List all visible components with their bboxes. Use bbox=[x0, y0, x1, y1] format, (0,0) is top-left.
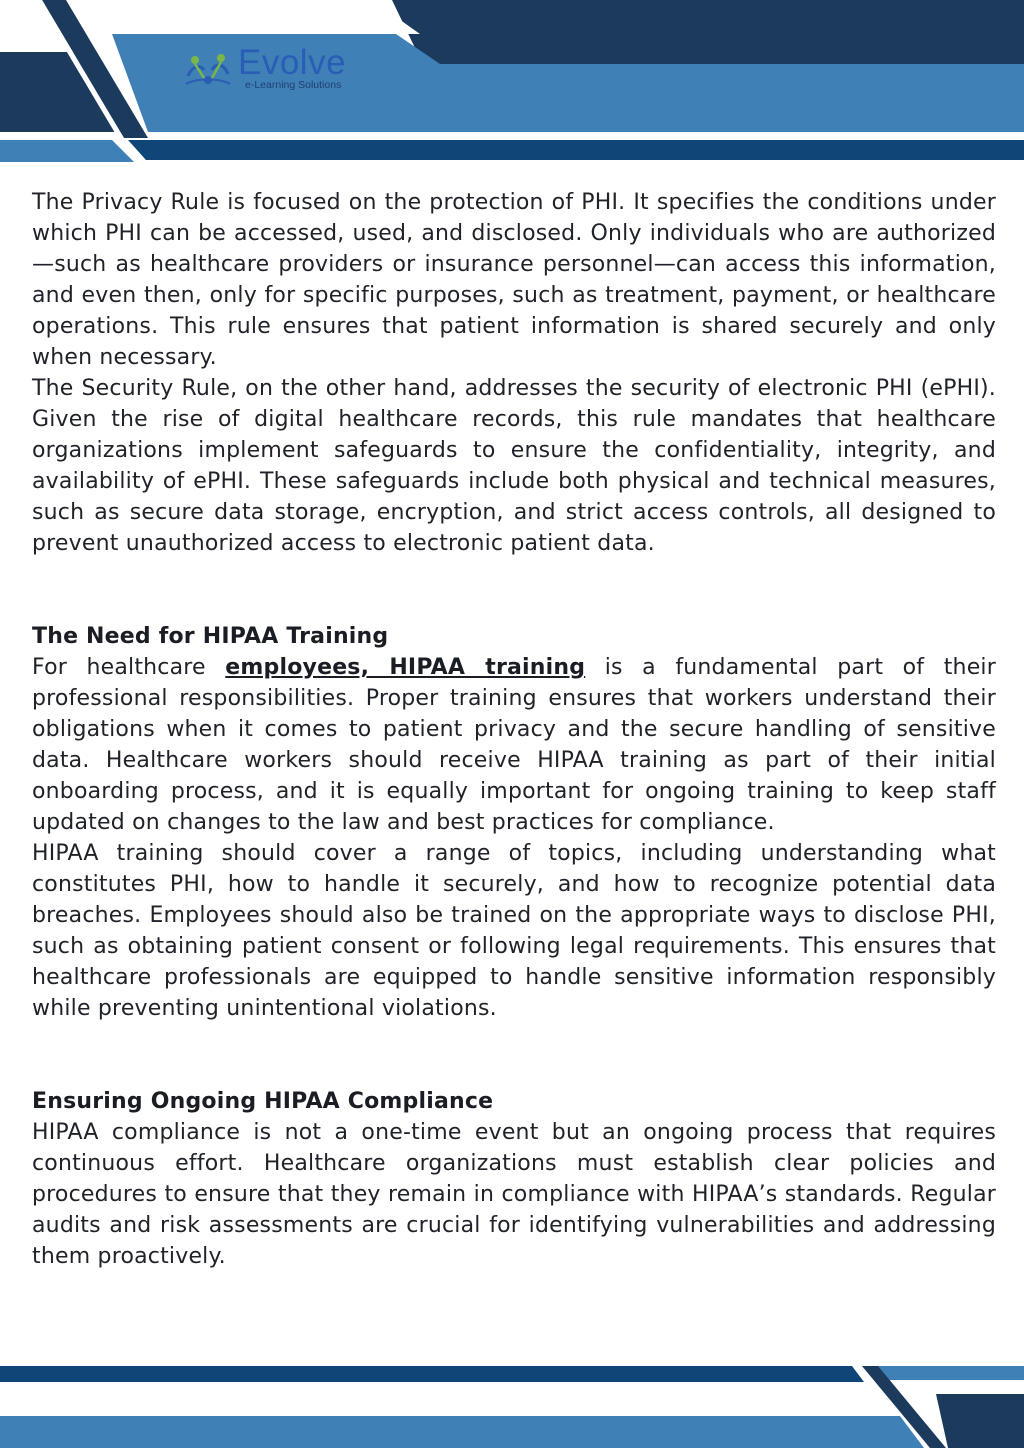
brand-logo[interactable] bbox=[182, 43, 382, 96]
training-paragraph bbox=[32, 652, 996, 838]
section-heading-compliance: Ensuring Ongoing HIPAA Compliance bbox=[32, 1089, 494, 1114]
header-banner bbox=[0, 0, 1024, 162]
header-decoration bbox=[0, 0, 1024, 162]
brand-tagline: e-Learning Solutions bbox=[245, 79, 342, 91]
hipaa-training-link[interactable]: employees, HIPAA training bbox=[225, 655, 586, 680]
security-rule-paragraph: The Security Rule, on the other hand, addresses the security of electronic PHI (ePHI). Given the rise of digital healthcare records, this rule mandates that healthcare organizations implement safeguards to ensure the confidentiality, integrity, and availability of ePHI. These safeguards include both physical and technical measures, such as secure data storage, encryption, and strict access controls, all designed to prevent unauthorized access to electronic patient data. bbox=[32, 376, 996, 556]
people-network-icon bbox=[182, 50, 234, 90]
training-text-rest: is a fundamental part of their professional responsibilities. Proper training ensures that workers understand their obligations when it comes to patient privacy and the secure handling of sensitive data. Healthcare workers should receive HIPAA training as part of their initial onboarding process, and it is equally important for ongoing training to keep staff updated on changes to the law and best practices for compliance. bbox=[32, 655, 996, 835]
brand-name: Evolve bbox=[238, 43, 347, 82]
training-text-start: For healthcare bbox=[32, 655, 226, 680]
compliance-paragraph: HIPAA compliance is not a one-time event but an ongoing process that requires continuous effort. Healthcare organizations must establish clear policies and procedures to ensure that they remain in compliance with HIPAA’s standards. Regular audits and risk assessments are crucial for identifying vulnerabilities and addressing them proactively. bbox=[32, 1120, 996, 1269]
section-heading-training: The Need for HIPAA Training bbox=[32, 624, 389, 649]
privacy-rule-paragraph: The Privacy Rule is focused on the protection of PHI. It specifies the conditions under which PHI can be accessed, used, and disclosed. Only individuals who are authorized—such as healthcare providers or insurance personnel—can access this information, and even then, only for specific purposes, such as treatment, payment, or healthcare operations. This rule ensures that patient information is shared securely and only when necessary. bbox=[32, 190, 996, 370]
article-body bbox=[32, 187, 996, 1272]
section-spacer bbox=[32, 1024, 996, 1086]
footer-decoration bbox=[0, 1360, 1024, 1448]
footer-banner bbox=[0, 1360, 1024, 1448]
section-spacer bbox=[32, 559, 996, 621]
training-topics-paragraph: HIPAA training should cover a range of topics, including understanding what constitutes PHI, how to handle it securely, and how to recognize potential data breaches. Employees should also be trained on the appropriate ways to disclose PHI, such as obtaining patient consent or following legal requirements. This ensures that healthcare professionals are equipped to handle sensitive information responsibly while preventing unintentional violations. bbox=[32, 841, 996, 1021]
